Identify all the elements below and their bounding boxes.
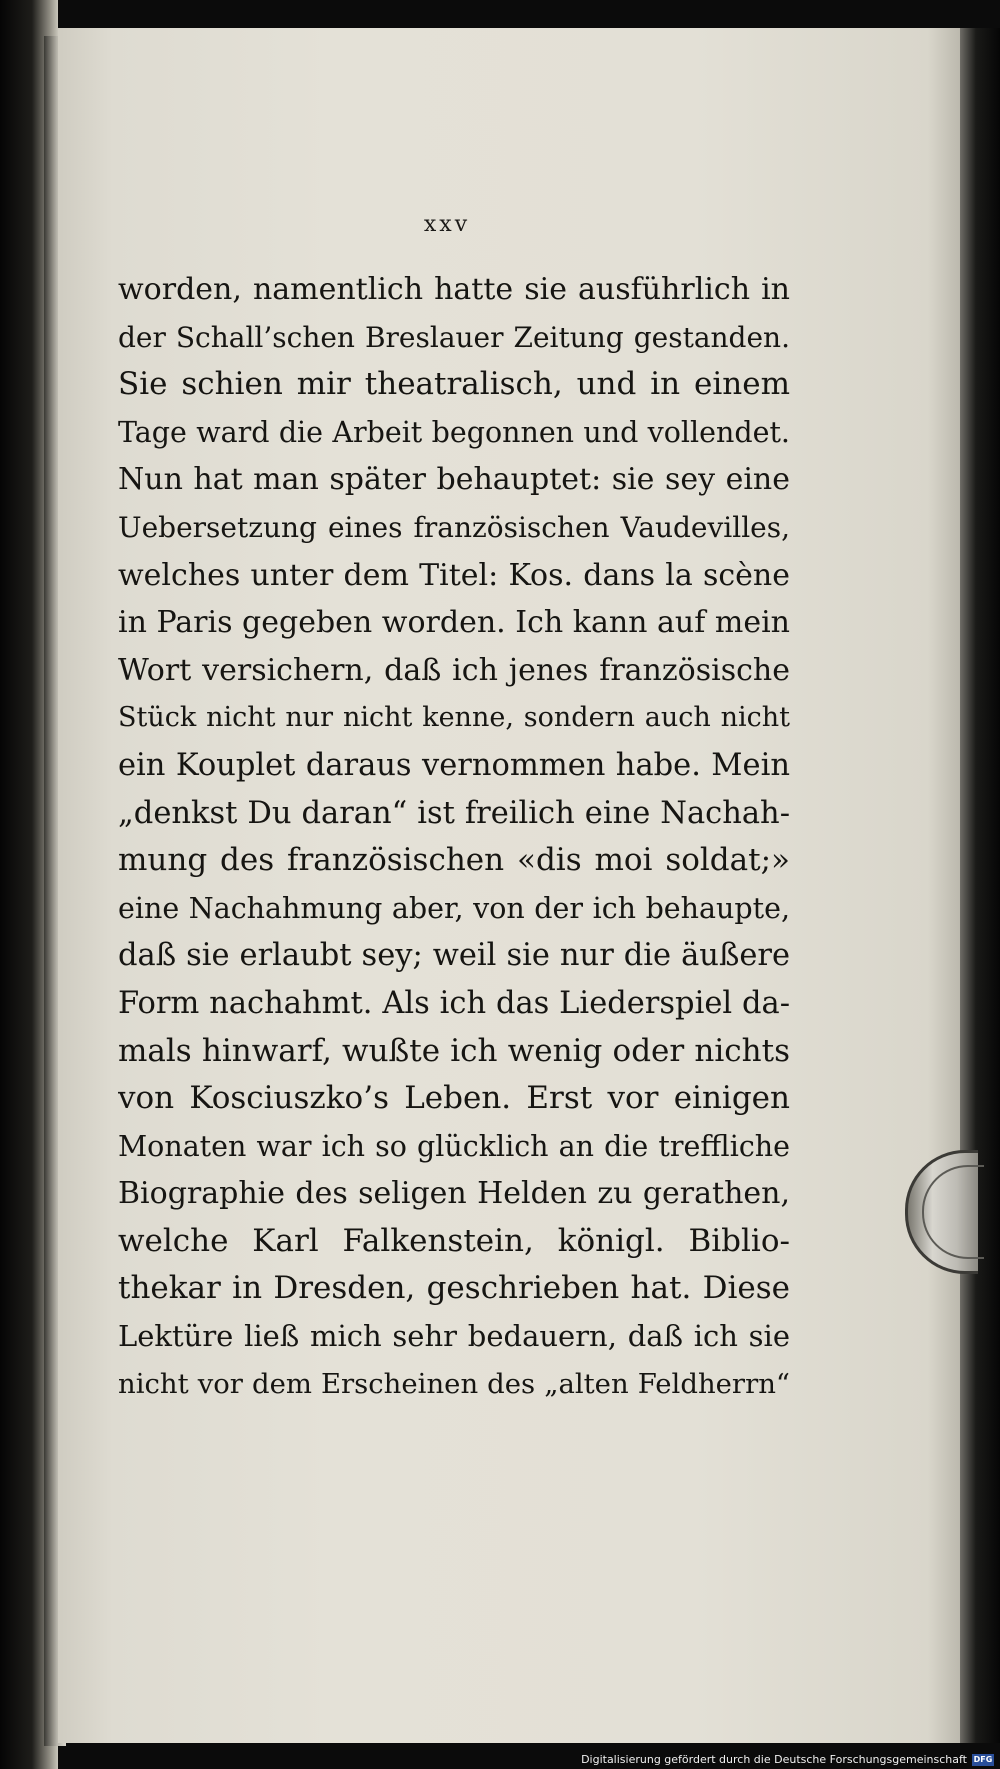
- text-line: von Kosciuszko’s Leben. Erst vor einigen: [118, 1080, 790, 1117]
- text-line: Biographie des seligen Helden zu gerathen,: [118, 1176, 790, 1212]
- text-line: Sie schien mir theatralisch, und in einem: [118, 366, 790, 403]
- text-line: mung des französischen «dis moi soldat;»: [118, 842, 790, 879]
- funding-credit: Digitalisierung gefördert durch die Deutsche Forschungsgemeinschaft: [581, 1753, 967, 1766]
- text-line: Form nachahmt. Als ich das Liederspiel da-: [118, 985, 790, 1021]
- text-line: Nun hat man später behauptet: sie sey eine: [118, 462, 790, 498]
- text-line: ein Kouplet daraus vernommen habe. Mein: [118, 747, 790, 783]
- text-line: nicht vor dem Erscheinen des „alten Feldherrn“: [118, 1367, 790, 1400]
- text-line: Monaten war ich so glücklich an die treffliche: [118, 1129, 790, 1163]
- text-line: Uebersetzung eines französischen Vaudevilles,: [118, 510, 790, 544]
- text-line: Tage ward die Arbeit begonnen und vollendet.: [118, 415, 790, 449]
- page-clip-inner: [922, 1165, 984, 1259]
- text-line: mals hinwarf, wußte ich wenig oder nichts: [118, 1032, 790, 1069]
- text-line: „denkst Du daran“ ist freilich eine Nachah-: [118, 795, 790, 831]
- text-line: welche Karl Falkenstein, königl. Biblio-: [118, 1222, 790, 1259]
- text-line: in Paris gegeben worden. Ich kann auf mein: [118, 605, 790, 641]
- text-line: Stück nicht nur nicht kenne, sondern auch nicht: [118, 702, 790, 734]
- page-shadow-right: [960, 28, 1000, 1743]
- text-line: welches unter dem Titel: Kos. dans la scène: [118, 557, 790, 593]
- text-line: worden, namentlich hatte sie ausführlich in: [118, 272, 790, 307]
- text-line: daß sie erlaubt sey; weil sie nur die äußere: [118, 938, 790, 974]
- page-number: xxv: [423, 212, 471, 237]
- dfg-logo: DFG: [973, 1755, 993, 1764]
- text-line: Wort versichern, daß ich jenes französische: [118, 652, 790, 688]
- text-line: der Schall’schen Breslauer Zeitung gestanden.: [118, 320, 790, 354]
- text-line: thekar in Dresden, geschrieben hat. Diese: [118, 1270, 790, 1307]
- digitization-footer: [581, 1750, 994, 1769]
- text-line: Lektüre ließ mich sehr bedauern, daß ich sie: [118, 1319, 790, 1354]
- text-line: eine Nachahmung aber, von der ich behaupte,: [118, 891, 790, 925]
- body-text: [118, 266, 790, 1408]
